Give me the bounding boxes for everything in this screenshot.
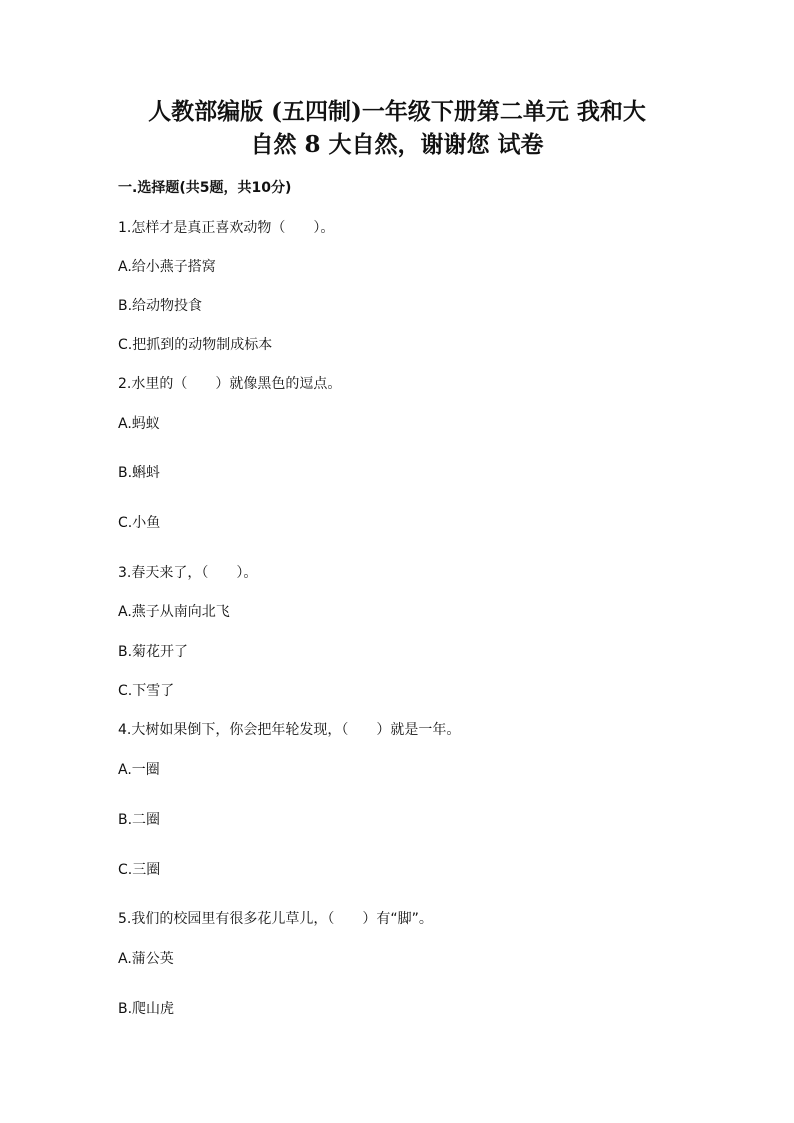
question-3-option-b: B.菊花开了	[118, 644, 189, 660]
question-4-option-a: A.一圈	[118, 762, 160, 778]
document-title-line-2: 自然 8 大自然，谢谢您 试卷	[250, 131, 544, 158]
question-4-option-c: C.三圈	[118, 862, 161, 878]
question-3-stem: 3.春天来了，（ ）。	[118, 565, 258, 581]
question-5-stem: 5.我们的校园里有很多花儿草儿，（ ）有“脚”。	[118, 911, 433, 927]
question-1-option-b: B.给动物投食	[118, 298, 203, 314]
question-5-option-a: A.蒲公英	[118, 951, 174, 967]
question-2-stem: 2.水里的（ ）就像黑色的逗点。	[118, 376, 342, 392]
question-1-option-a: A.给小燕子搭窝	[118, 259, 216, 275]
question-3-option-c: C.下雪了	[118, 683, 175, 699]
question-4-stem: 4.大树如果倒下，你会把年轮发现，（ ）就是一年。	[118, 722, 461, 738]
question-2-option-b: B.蝌蚪	[118, 465, 161, 481]
question-1-option-c: C.把抓到的动物制成标本	[118, 337, 273, 353]
question-3-option-a: A.燕子从南向北飞	[118, 604, 230, 620]
question-1-stem: 1.怎样才是真正喜欢动物（ ）。	[118, 220, 335, 236]
question-2-option-c: C.小鱼	[118, 515, 161, 531]
document-title-line-1: 人教部编版 (五四制)一年级下册第二单元 我和大	[148, 98, 646, 125]
question-5-option-b: B.爬山虎	[118, 1001, 175, 1017]
section-heading: 一.选择题(共5题，共10分)	[118, 180, 292, 196]
question-2-option-a: A.蚂蚁	[118, 416, 160, 432]
question-4-option-b: B.二圈	[118, 812, 161, 828]
